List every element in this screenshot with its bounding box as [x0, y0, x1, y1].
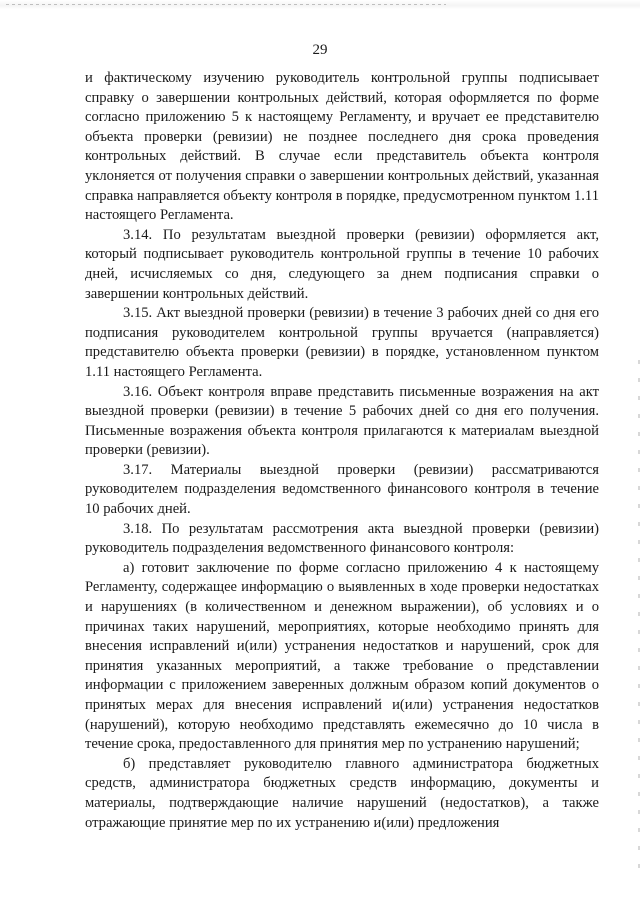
paragraph-3-16: 3.16. Объект контроля вправе представить письменные возражения на акт выездной проверки (ревизии) в течение 5 рабочих дней со дня его получения. Письменные возражения объекта контроля прилагаются к материалам выездной проверки (ревизии).	[85, 383, 599, 459]
page-number: 29	[312, 42, 328, 58]
paragraph-3-15: 3.15. Акт выездной проверки (ревизии) в течение 3 рабочих дней со дня его подписания руководителем контрольной группы вручается (направляется) представителю объекта проверки (ревизии) в порядке, установленном пунктом 1.11 настоящего Регламента.	[85, 305, 599, 380]
scan-top-edge	[0, 0, 640, 9]
paragraph-3-18-a: а) готовит заключение по форме согласно приложению 4 к настоящему Регламенту, содержащее информацию о выявленных в ходе проверки недостатках и нарушениях (в количественном и денежном выражении), об условиях и о причинах таких нарушений, мероприятиях, которые необходимо принять для внесения исправлений и(или) устранения недостатков и нарушений, срок для принятия указанных мероприятий, а также требование о представлении информации с приложением заверенных должным образом копий документов о принятых мерах для внесения исправлений и(или) устранения недостатков (нарушений), которую необходимо представлять ежемесячно до 10 числа в течение срока, предоставленного для принятия мер по устранению нарушений;	[85, 559, 599, 753]
paragraph-3-17: 3.17. Материалы выездной проверки (ревизии) рассматриваются руководителем подразделения ведомственного финансового контроля в течение 10 рабочих дней.	[85, 461, 599, 518]
paragraph-3-18-b: б) представляет руководителю главного администратора бюджетных средств, администратора бюджетных средств информацию, документы и материалы, подтверждающие наличие нарушений (недостатков), а также отражающие принятие мер по их устранению и(или) предложения	[85, 755, 599, 831]
paragraph-continuation: и фактическому изучению руководитель контрольной группы подписывает справку о завершении контрольных действий, которая оформляется по форме согласно приложению 5 к настоящему Регламенту, и вручает ее представителю объекта проверки (ревизии) не позднее последнего дня срока проведения контрольных действий. В случае если представитель объекта контроля уклоняется от получения справки о завершении контрольных действий, указанная справка направляется объекту контроля в порядке, предусмотренном пунктом 1.11 настоящего Регламента.	[85, 70, 599, 224]
document-body	[85, 69, 599, 833]
paragraph-3-18: 3.18. По результатам рассмотрения акта выездной проверки (ревизии) руководитель подразделения ведомственного финансового контроля:	[85, 520, 599, 557]
paragraph-3-14: 3.14. По результатам выездной проверки (ревизии) оформляется акт, который подписывает руководитель контрольной группы в течение 10 рабочих дней, исчисляемых со дня, следующего за днем подписания справки о завершении контрольных действий.	[85, 226, 599, 302]
